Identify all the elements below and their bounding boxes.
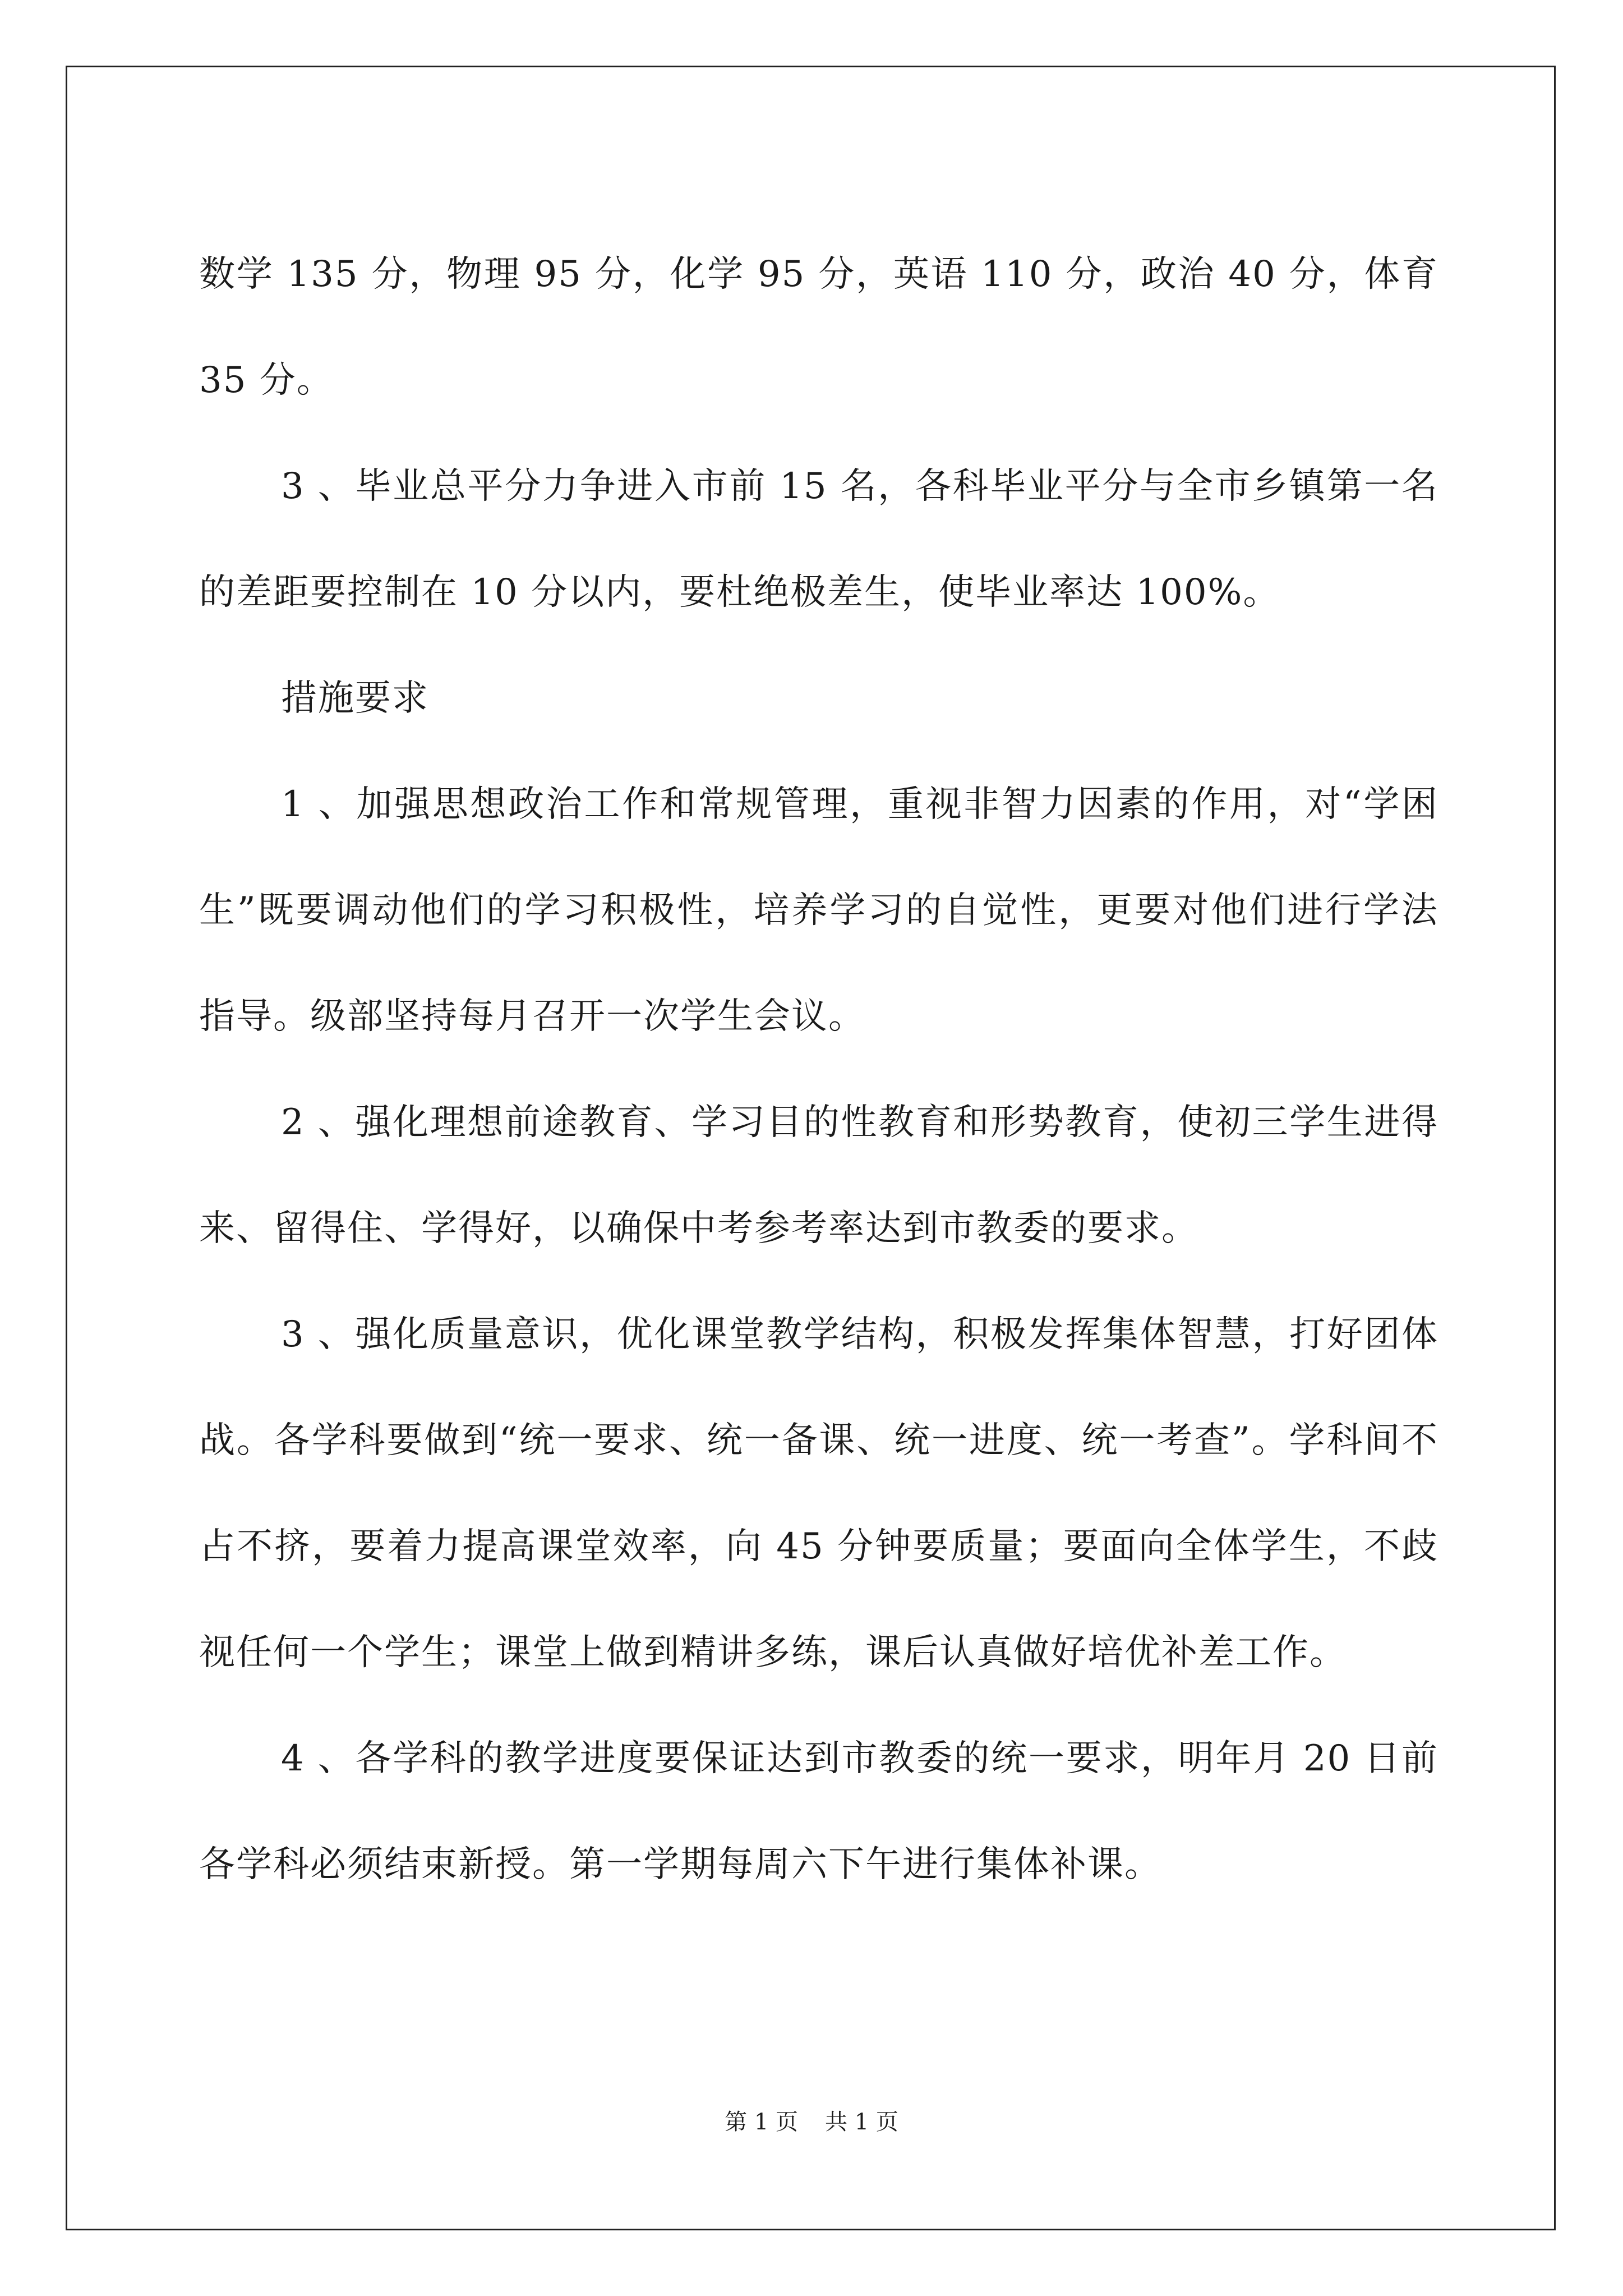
document-body [199,222,1438,1918]
paragraph-graduation-target: 3 、毕业总平分力争进入市前 15 名，各科毕业平分与全市乡镇第一名的差距要控制在 10 分以内，要杜绝极差生，使毕业率达 100%。 [199,466,1438,613]
paragraph-measure-4: 4 、各学科的教学进度要保证达到市教委的统一要求，明年月 20 日前各学科必须结束新授。第一学期每周六下午进行集体补课。 [199,1738,1438,1885]
section-heading-measures: 措施要求 [281,678,429,719]
page-number: 第 1 页 [725,2109,798,2135]
paragraph-measure-2: 2 、强化理想前途教育、学习目的性教育和形势教育，使初三学生进得来、留得住、学得好，以确保中考参考率达到市教委的要求。 [199,1102,1438,1249]
paragraph-measure-3: 3 、强化质量意识，优化课堂教学结构，积极发挥集体智慧，打好团体战。各学科要做到“统一要求、统一备课、统一进度、统一考查”。学科间不占不挤，要着力提高课堂效率，向 45 分钟要质量；要面向全体学生，不歧视任何一个学生；课堂上做到精讲多练，课后认真做好培优补差工作。 [199,1314,1438,1673]
page-total: 共 1 页 [825,2109,898,2135]
paragraph-scores: 数学 135 分，物理 95 分，化学 95 分，英语 110 分，政治 40 分，体育 35 分。 [199,254,1438,401]
page-footer [0,2106,1623,2138]
paragraph-measure-1: 1 、加强思想政治工作和常规管理，重视非智力因素的作用，对“学困生”既要调动他们的学习积极性，培养学习的自觉性，更要对他们进行学法指导。级部坚持每月召开一次学生会议。 [199,784,1438,1037]
